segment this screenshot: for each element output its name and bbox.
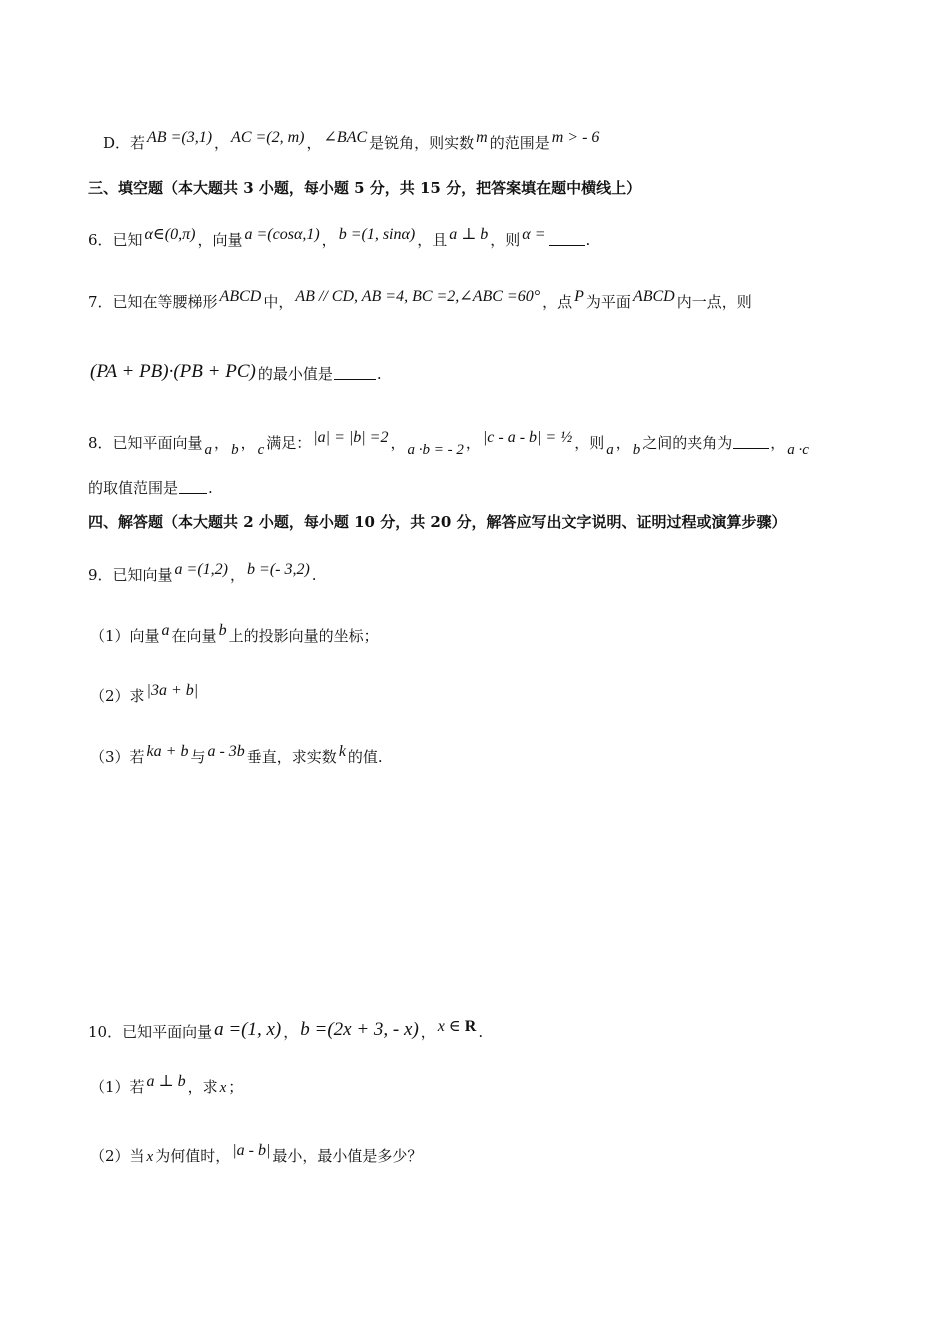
range-formula: m > - 6 <box>551 129 600 146</box>
q10-label: 10．已知平面向量 <box>88 1023 213 1041</box>
question-9 <box>88 560 317 585</box>
q10-x-in: x ∈ <box>437 1018 461 1035</box>
q10-vector-a: a =(1, x) <box>214 1019 282 1040</box>
variable-m: m <box>476 129 488 146</box>
q8-condition: |c - a - b| = ½ <box>482 429 573 446</box>
q9-p3-label: （3）若 <box>90 748 145 766</box>
q8-magnitudes: |a| = |b| =2 <box>313 429 389 446</box>
q6-perpendicular: a ⊥ b <box>449 226 489 243</box>
q8-label: 8．已知平面向量 <box>88 434 203 452</box>
separator: ， <box>240 434 256 452</box>
q9-part-1 <box>90 621 379 646</box>
period: . <box>585 231 591 249</box>
q9-p1-text: 在向量 <box>171 627 217 645</box>
separator: ， <box>214 134 230 152</box>
q10-p2-x: x <box>146 1149 154 1165</box>
q8-a-dot-c: a ·c <box>787 442 809 458</box>
q9-p3-text-2: 垂直，求实数 <box>246 748 337 766</box>
q7-point-p: P <box>574 288 584 305</box>
q6-answer-blank[interactable] <box>549 231 585 246</box>
q7-label: 7．已知在等腰梯形 <box>88 293 218 311</box>
q7-text-3: 为平面 <box>585 293 631 311</box>
q7-text-2: ，点 <box>542 293 573 311</box>
q9-p1-text-2: 上的投影向量的坐标； <box>228 627 379 645</box>
q9-vector-b: b =(- 3,2) <box>247 561 310 578</box>
separator: ， <box>465 434 481 452</box>
q7-abcd: ABCD <box>219 288 262 305</box>
q10-part-1 <box>90 1072 243 1098</box>
q9-label: 9．已知向量 <box>88 566 173 584</box>
vector-ab-formula: AB =(3,1) <box>147 129 213 146</box>
q9-p3-expr-2: a - 3b <box>207 743 245 760</box>
separator: ， <box>615 434 631 452</box>
q7-answer-blank[interactable] <box>334 365 376 380</box>
q9-p3-expr-1: ka + b <box>146 743 189 760</box>
separator: ， <box>390 434 406 452</box>
q9-p3-text: 与 <box>190 748 206 766</box>
separator: ， <box>420 1023 436 1041</box>
q8-vector-b: b <box>231 442 239 458</box>
q9-p3-k: k <box>338 743 346 760</box>
q10-p2-text: 为何值时， <box>155 1147 231 1165</box>
q10-p1-text-2: ； <box>228 1078 244 1096</box>
q10-p2-label: （2）当 <box>90 1147 145 1165</box>
section-3-heading: 三、填空题（本大题共 3 小题，每小题 5 分，共 15 分，把答案填在题中横线上） <box>88 179 642 197</box>
q10-p1-label: （1）若 <box>90 1078 145 1096</box>
option-d-text: 是锐角，则实数 <box>369 134 475 152</box>
q6-text-3: ，则 <box>490 231 521 249</box>
q10-p2-magnitude: |a - b| <box>232 1142 271 1159</box>
q8-text-3: 之间的夹角为 <box>642 434 733 452</box>
q9-part-2 <box>90 681 200 706</box>
separator: ， <box>230 566 246 584</box>
option-d-label: D．若 <box>103 134 146 152</box>
q10-p1-text: ，求 <box>187 1078 218 1096</box>
period: . <box>478 1023 484 1041</box>
separator: ， <box>306 134 322 152</box>
angle-bac-formula: ∠BAC <box>323 129 368 146</box>
q7-text-4: 内一点，则 <box>676 293 752 311</box>
q9-p3-text-3: 的值. <box>347 748 383 766</box>
q9-part-3 <box>90 742 383 767</box>
q9-p1-vector-a: a <box>161 622 170 639</box>
q6-label: 6．已知 <box>88 231 143 249</box>
q8-vector-c: c <box>257 442 265 458</box>
period: . <box>208 479 213 497</box>
q9-p1-vector-b: b <box>218 622 227 639</box>
question-10 <box>88 1017 483 1042</box>
q10-p2-text-2: 最小，最小值是多少？ <box>272 1147 423 1165</box>
q8-vector-a: a <box>204 442 213 458</box>
q8-dot-product: a ·b = - 2 <box>407 442 464 458</box>
q9-vector-a: a =(1,2) <box>174 561 228 578</box>
question-6 <box>88 225 590 250</box>
option-d-line <box>103 128 601 153</box>
separator: ， <box>321 231 337 249</box>
q6-vector-b: b =(1, sinα) <box>338 226 416 243</box>
q10-p1-perpendicular: a ⊥ b <box>146 1073 186 1090</box>
option-d-text-2: 的范围是 <box>489 134 550 152</box>
q9-p2-magnitude: |3a + b| <box>146 682 199 699</box>
q7-text: 中， <box>263 293 294 311</box>
q10-real-set: R <box>464 1018 477 1035</box>
q6-text-2: ，且 <box>417 231 448 249</box>
q8-text: 满足： <box>266 434 312 452</box>
q6-text: ，向量 <box>197 231 243 249</box>
q10-p1-x: x <box>219 1080 227 1096</box>
period: . <box>311 566 317 584</box>
section-4-heading: 四、解答题（本大题共 2 小题，每小题 10 分，共 20 分，解答应写出文字说明、证明过程或演算步骤） <box>88 513 787 531</box>
question-7-line-1 <box>88 287 752 312</box>
q9-p2-label: （2）求 <box>90 687 145 705</box>
question-8-line-1 <box>88 428 811 460</box>
q7-expression: (PA + PB)·(PB + PC) <box>90 361 256 382</box>
q7-plane-abcd: ABCD <box>632 288 675 305</box>
q6-vector-a: a =(cosα,1) <box>244 226 320 243</box>
q8-vector-b-2: b <box>632 442 641 458</box>
question-7-line-2 <box>88 362 382 384</box>
separator: ， <box>283 1023 299 1041</box>
q6-alpha-range: α∈(0,π) <box>144 226 196 243</box>
q6-alpha-equals: α = <box>522 226 546 243</box>
separator: ， <box>214 434 230 452</box>
question-8-line-2 <box>88 478 213 498</box>
vector-ac-formula: AC =(2, m) <box>231 129 305 146</box>
q8-text-4: 的取值范围是 <box>88 479 179 497</box>
q8-vector-a-2: a <box>606 442 614 458</box>
q8-text-2: ，则 <box>574 434 605 452</box>
q7-conditions: AB // CD, AB =4, BC =2,∠ABC =60° <box>295 288 541 305</box>
q10-part-2 <box>90 1141 422 1167</box>
q9-p1-label: （1）向量 <box>90 627 160 645</box>
period: . <box>376 365 382 383</box>
q10-vector-b: b =(2x + 3, - x) <box>300 1019 419 1040</box>
q8-angle-blank[interactable] <box>733 434 769 449</box>
separator: ， <box>770 434 786 452</box>
q8-range-blank[interactable] <box>179 479 207 494</box>
q7-text-5: 的最小值是 <box>257 365 333 383</box>
